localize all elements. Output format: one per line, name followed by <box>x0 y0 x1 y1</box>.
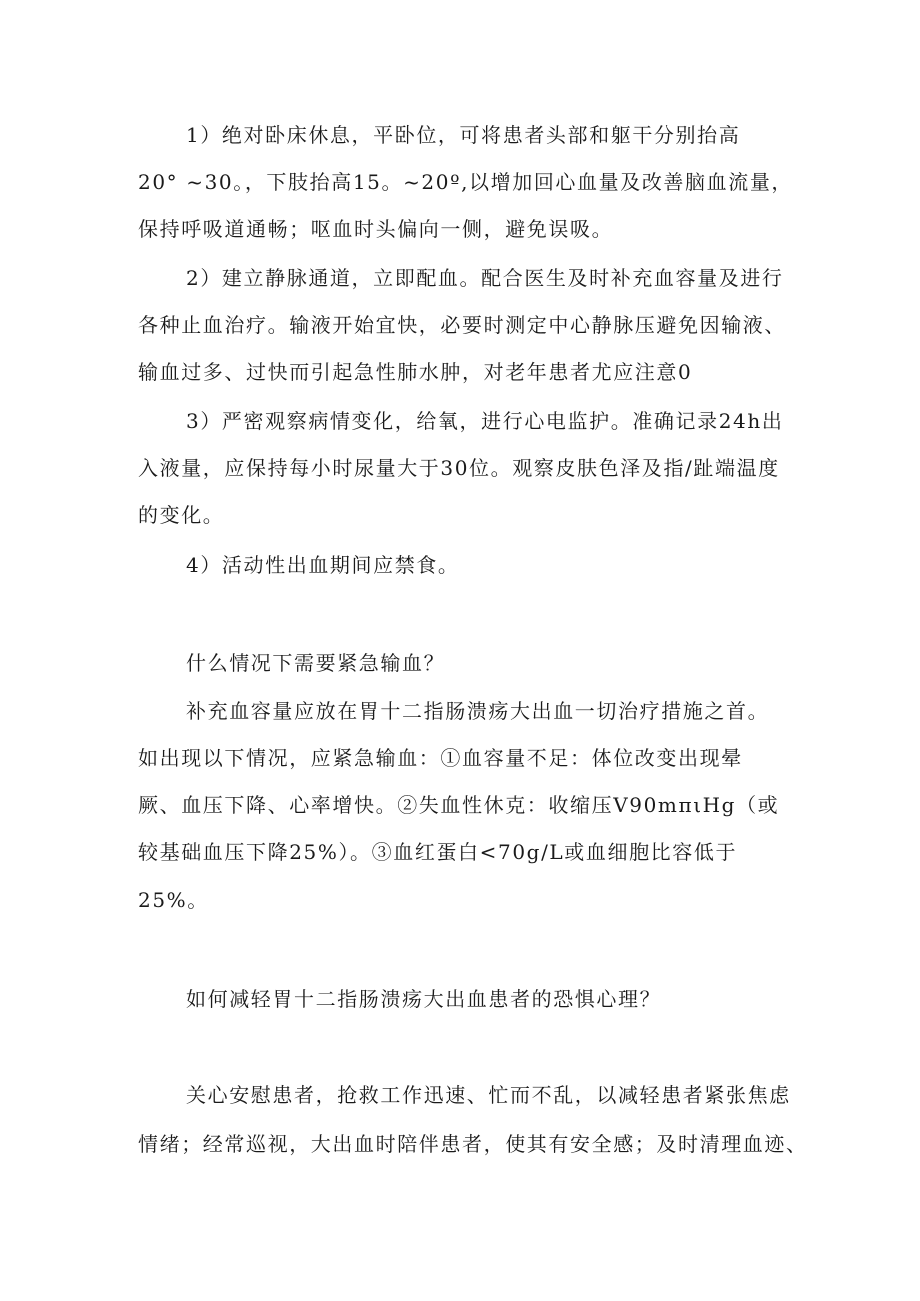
text-line: 厥、血压下降、心率增快。②失血性休克：收缩压V90mπιHg（或 <box>138 793 780 817</box>
text-line: 25%。 <box>138 888 209 912</box>
section-question: 什么情况下需要紧急输血？ <box>186 651 446 675</box>
text-line: 3）严密观察病情变化，给氧，进行心电监护。准确记录24h出 <box>186 409 784 433</box>
text-line: 的变化。 <box>138 503 225 527</box>
text-line: 保持呼吸道通畅；呕血时头偏向一侧，避免误吸。 <box>138 217 614 241</box>
text-line: 补充血容量应放在胃十二指肠溃疡大出血一切治疗措施之首。 <box>186 699 770 723</box>
text-line: 20° ~30。，下肢抬高15。~20º,以增加回心血量及改善脑血流量， <box>138 170 794 194</box>
text-line: 各种止血治疗。输液开始宜快，必要时测定中心静脉压避免因输液、 <box>138 313 786 337</box>
text-line: 2）建立静脉通道，立即配血。配合医生及时补充血容量及进行 <box>186 266 784 290</box>
text-line: 如出现以下情况，应紧急输血：①血容量不足：体位改变出现晕 <box>138 746 743 770</box>
section-question: 如何减轻胃十二指肠溃疡大出血患者的恐惧心理？ <box>186 987 662 1011</box>
text-line: 4）活动性出血期间应禁食。 <box>186 553 460 577</box>
text-line: 1）绝对卧床休息，平卧位，可将患者头部和躯干分别抬高 <box>186 123 741 147</box>
text-line: 入液量，应保持每小时尿量大于30位。观察皮肤色泽及指/趾端温度 <box>138 456 780 480</box>
text-line: 输血过多、过快而引起急性肺水肿，对老年患者尤应注意0 <box>138 360 693 384</box>
text-line: 情绪；经常巡视，大出血时陪伴患者，使其有安全感；及时清理血迹、 <box>138 1132 808 1156</box>
text-line: 较基础血压下降25%）。③血红蛋白<70g/L或血细胞比容低于 <box>138 840 738 864</box>
text-line: 关心安慰患者，抢救工作迅速、忙而不乱，以减轻患者紧张焦虑 <box>186 1083 791 1107</box>
